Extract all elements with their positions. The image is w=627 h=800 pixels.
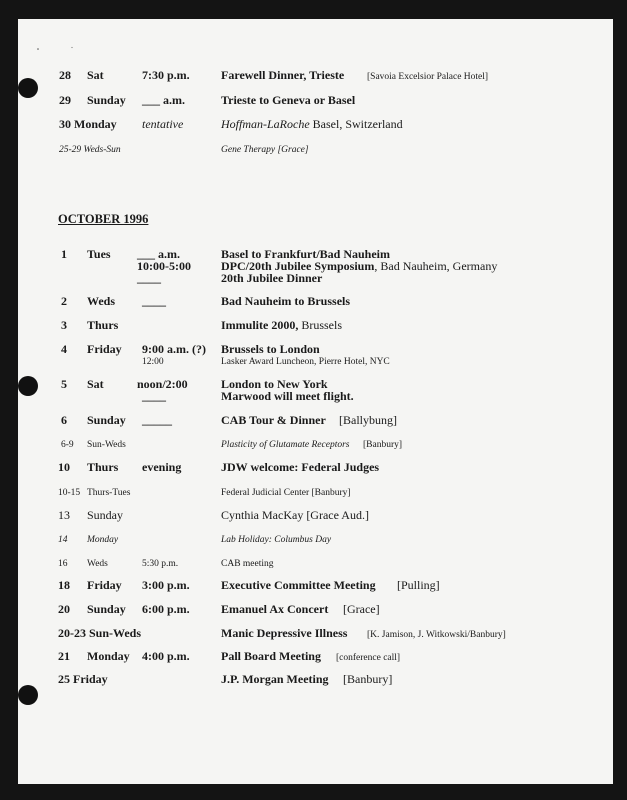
row-day: Weds [87, 559, 108, 569]
row-day: Weds [87, 294, 116, 308]
row-time: 12:00 [142, 357, 164, 367]
document-page [18, 19, 613, 784]
month-heading: OCTOBER 1996 [58, 212, 149, 226]
row-day: Friday [87, 578, 122, 592]
row-time: evening [142, 460, 182, 474]
row-date: 21 [58, 649, 70, 663]
row-time: ___ a.m. [142, 93, 185, 107]
row-note: [Grace] [343, 602, 380, 616]
row-date: 18 [58, 578, 70, 592]
row-day: Sun-Weds [87, 440, 126, 450]
row-event: Manic Depressive Illness [221, 626, 348, 640]
row-event: Lasker Award Luncheon, Pierre Hotel, NYC [221, 357, 390, 367]
row-event: Farewell Dinner, Trieste [221, 68, 345, 82]
punch-hole [18, 685, 38, 705]
row-event: Brussels to London [221, 342, 320, 356]
row-note: [Ballybung] [339, 413, 397, 427]
row-date: 29 [59, 93, 71, 107]
row-note: [conference call] [336, 653, 401, 663]
row-day: Sat [87, 68, 104, 82]
row-event: JDW welcome: Federal Judges [221, 460, 380, 474]
row-time: 5:30 p.m. [142, 559, 179, 569]
row-day: Thurs-Tues [87, 488, 131, 498]
row-note: [K. Jamison, J. Witkowski/Banbury] [367, 630, 506, 640]
row-time: _____ [142, 413, 172, 427]
punch-hole [18, 376, 38, 396]
row-event: Gene Therapy [Grace] [221, 145, 309, 155]
row-day: Sunday [87, 413, 126, 427]
row-day: Sunday [87, 602, 126, 616]
row-date: 2 [61, 294, 67, 308]
row-event: Cynthia MacKay [Grace Aud.] [221, 508, 369, 522]
row-date: 6-9 [61, 440, 74, 450]
row-time: ____ [142, 294, 166, 308]
row-time: ____ [142, 389, 166, 403]
row-day: Thurs [87, 318, 119, 332]
row-event-rest: Brussels [298, 318, 342, 332]
row-date: 28 [59, 68, 71, 82]
row-day: Tues [87, 247, 111, 261]
row-day: Thurs [87, 460, 119, 474]
row-event: CAB meeting [221, 559, 274, 569]
row-time: ____ [137, 271, 161, 285]
row-day: Sunday [87, 93, 126, 107]
row-time: 6:00 p.m. [142, 602, 190, 616]
row-time: 10:00-5:00 [137, 259, 191, 273]
row-event: London to New York [221, 377, 328, 391]
row-event: Federal Judicial Center [Banbury] [221, 488, 351, 498]
row-event-bold: Immulite 2000, [221, 318, 299, 332]
row-date: 3 [61, 318, 67, 332]
row-day: Monday [87, 535, 119, 545]
row-date-day: 25 Friday [58, 672, 108, 686]
row-time: noon/2:00 [137, 377, 188, 391]
row-event: Basel to Frankfurt/Bad Nauheim [221, 247, 391, 261]
row-note: [Savoia Excelsior Palace Hotel] [367, 72, 489, 82]
row-day: Monday [87, 649, 130, 663]
row-event [221, 118, 403, 131]
row-day: Sunday [87, 508, 123, 522]
row-time: tentative [142, 117, 184, 131]
row-time: 9:00 a.m. (?) [142, 342, 206, 356]
row-event: 20th Jubilee Dinner [221, 271, 323, 285]
row-event: J.P. Morgan Meeting [221, 672, 329, 686]
row-date: 20 [58, 602, 70, 616]
row-note: [Banbury] [343, 672, 393, 686]
row-date: 10 [58, 460, 70, 474]
row-date: 4 [61, 342, 67, 356]
row-date-day: 30 Monday [59, 117, 117, 131]
row-event: Lab Holiday: Columbus Day [221, 535, 332, 545]
row-date: 10-15 [58, 488, 81, 498]
row-time: 3:00 p.m. [142, 578, 190, 592]
row-date-day: 20-23 Sun-Weds [58, 626, 142, 640]
row-date: 5 [61, 377, 67, 391]
row-date: 1 [61, 247, 67, 261]
row-event-italic: Hoffman-LaRoche [221, 117, 310, 131]
row-note: [Banbury] [363, 440, 403, 450]
row-event: Pall Board Meeting [221, 649, 321, 663]
row-day: Sat [87, 377, 104, 391]
row-date: 13 [58, 508, 70, 522]
row-event: Trieste to Geneva or Basel [221, 93, 356, 107]
row-event: Plasticity of Glutamate Receptors [221, 440, 350, 450]
row-date: 14 [58, 535, 68, 545]
row-date: 6 [61, 413, 67, 427]
row-date: 16 [58, 559, 68, 569]
row-event [221, 319, 342, 332]
paper-specks [36, 46, 96, 54]
row-note: [Pulling] [397, 578, 440, 592]
row-event: Executive Committee Meeting [221, 578, 376, 592]
row-event: Emanuel Ax Concert [221, 602, 329, 616]
row-event-rest: Basel, Switzerland [309, 117, 403, 131]
row-event: Marwood will meet flight. [221, 389, 354, 403]
row-date-day: 25-29 Weds-Sun [59, 145, 121, 155]
punch-hole [18, 78, 38, 98]
row-event-bold: DPC/20th Jubilee Symposium [221, 259, 375, 273]
row-time: ___ a.m. [137, 247, 180, 261]
row-event: CAB Tour & Dinner [221, 413, 326, 427]
row-day: Friday [87, 342, 122, 356]
row-event: Bad Nauheim to Brussels [221, 294, 351, 308]
row-time: 7:30 p.m. [142, 68, 190, 82]
row-time: 4:00 p.m. [142, 649, 190, 663]
row-event-rest: , Bad Nauheim, Germany [374, 259, 498, 273]
